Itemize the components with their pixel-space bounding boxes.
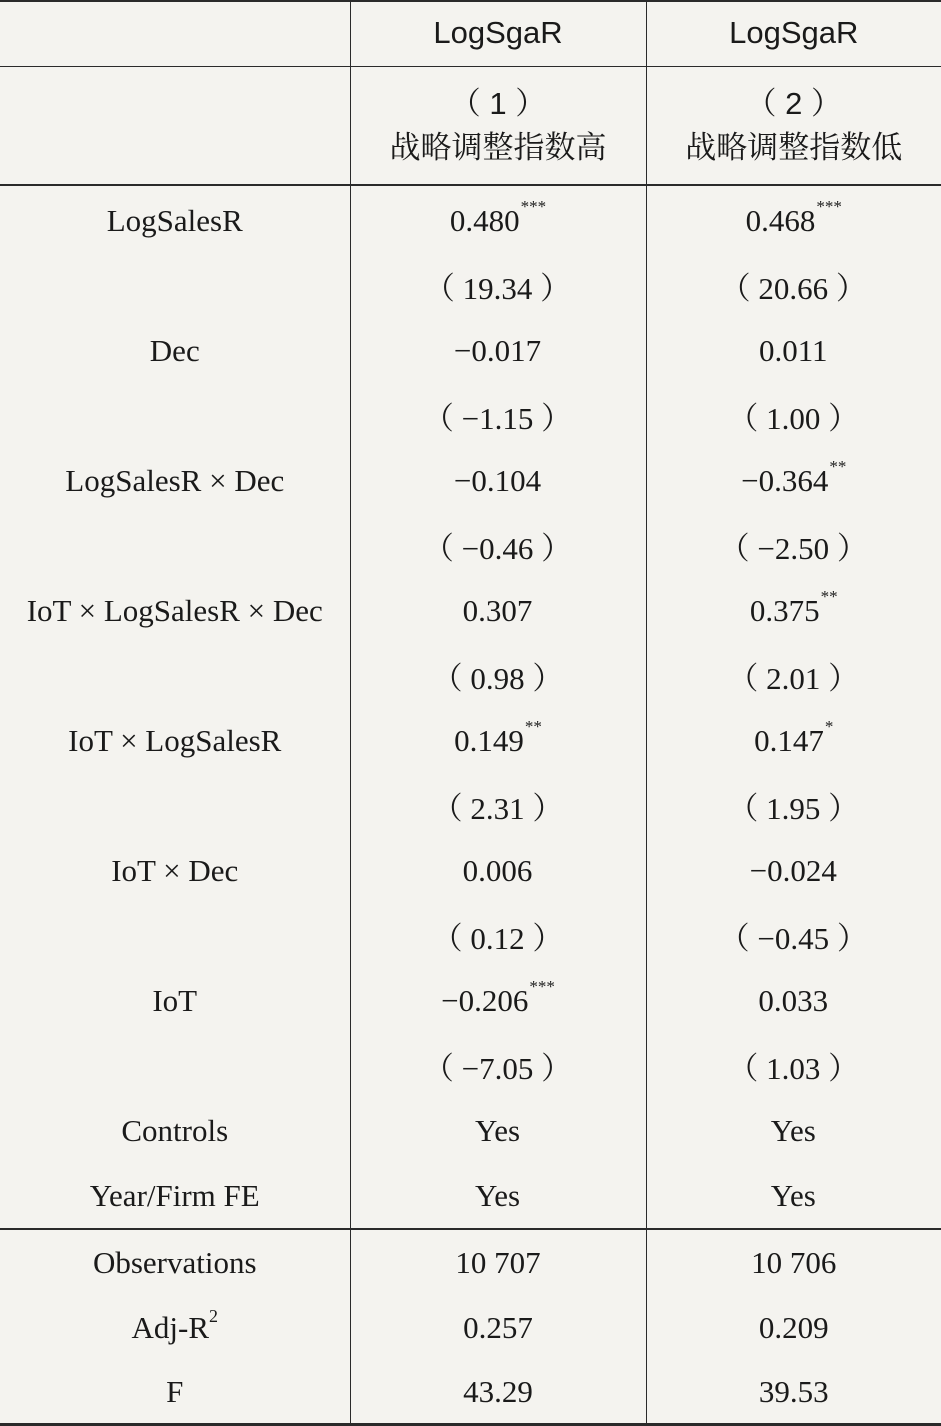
row-label-value: IoT × LogSalesR [68,723,281,758]
cell-col-1 [350,968,646,1033]
cell-col-2 [646,1163,941,1229]
row-label-value: IoT [152,983,197,1018]
table-row [0,968,941,1033]
column-number-1: （ 1 ） [351,82,646,126]
header-corner [0,0,350,67]
cell-col-2 [646,578,941,643]
significance-stars: *** [521,197,547,216]
row-label-value: Dec [150,333,200,368]
row-label-value: Controls [121,1113,228,1148]
cell-col-1 [350,1033,646,1098]
cell-col-1-value: Yes [475,1113,520,1148]
row-label [0,773,350,838]
cell-col-1-value: 0.307 [463,593,533,628]
cell-col-2 [646,1098,941,1163]
cell-col-1 [350,383,646,448]
cell-col-2 [646,383,941,448]
cell-col-1 [350,578,646,643]
cell-col-1-value: （ 19.34 ） [424,271,571,306]
stat-col-1 [350,1295,646,1360]
table-row [0,903,941,968]
cell-col-2-value: （ 1.95 ） [727,791,859,826]
cell-col-1 [350,1163,646,1229]
column-number-2: （ 2 ） [647,82,941,126]
column-label-2: 战略调整指数低 [647,126,941,170]
cell-col-2 [646,838,941,903]
cell-col-1-value: −0.017 [454,333,541,368]
table-row [0,318,941,383]
cell-col-1 [350,513,646,578]
stats-row [0,1229,941,1295]
cell-col-1-value: （ −0.46 ） [423,531,572,566]
header-row-columns [0,67,941,186]
cell-col-1-value: −0.206 [441,983,528,1018]
table-row [0,185,941,253]
row-label [0,383,350,448]
stat-label-value: Observations [93,1245,257,1280]
cell-col-1-value: 0.149 [454,723,524,758]
table-row [0,838,941,903]
cell-col-2-value: （ 20.66 ） [720,271,867,306]
significance-stars: * [825,717,834,736]
stat-label [0,1360,350,1425]
column-label-1: 战略调整指数高 [351,126,646,170]
cell-col-2-value: 0.033 [758,983,828,1018]
stats-row [0,1360,941,1425]
cell-col-2-value: 0.147 [754,723,824,758]
cell-col-1 [350,1098,646,1163]
row-label [0,185,350,253]
dep-var-col-1: LogSgaR [350,0,646,67]
cell-col-2-value: （ 2.01 ） [727,661,859,696]
dep-var-col-2: LogSgaR [646,0,941,67]
cell-col-2 [646,513,941,578]
significance-stars: ** [821,587,838,606]
row-label [0,708,350,773]
cell-col-2-value: −0.364 [741,463,828,498]
cell-col-2 [646,1033,941,1098]
row-label [0,448,350,513]
stat-col-2 [646,1295,941,1360]
stat-col-1-value: 10 707 [455,1245,540,1280]
stat-col-2 [646,1229,941,1295]
cell-col-1-value: Yes [475,1178,520,1213]
stat-col-1-value: 0.257 [463,1310,533,1345]
table-row [0,708,941,773]
stat-col-2 [646,1360,941,1425]
table-row [0,643,941,708]
table-row [0,1033,941,1098]
row-label [0,838,350,903]
cell-col-2-value: 0.468 [746,203,816,238]
row-label-value: IoT × LogSalesR × Dec [27,593,323,628]
cell-col-1-value: （ 0.12 ） [432,921,564,956]
cell-col-1-value: （ −7.05 ） [423,1051,572,1086]
cell-col-2 [646,773,941,838]
header-row-dependent-variable [0,0,941,67]
stat-label [0,1295,350,1360]
cell-col-1-value: 0.480 [450,203,520,238]
row-label-value: Year/Firm FE [90,1178,260,1213]
table-row [0,513,941,578]
row-label [0,1098,350,1163]
row-label [0,643,350,708]
row-label-value: LogSalesR [107,203,243,238]
significance-stars: *** [529,977,555,996]
cell-col-2-value: （ 1.03 ） [727,1051,859,1086]
cell-col-1-value: （ 0.98 ） [432,661,564,696]
row-label-value: LogSalesR × Dec [65,463,284,498]
cell-col-1 [350,448,646,513]
cell-col-1 [350,318,646,383]
cell-col-1-value: −0.104 [454,463,541,498]
cell-col-2 [646,903,941,968]
table-row [0,383,941,448]
cell-col-1-value: （ −1.15 ） [423,401,572,436]
cell-col-2-value: Yes [771,1178,816,1213]
stat-label-value: F [166,1374,183,1409]
stat-col-1 [350,1360,646,1425]
cell-col-2 [646,708,941,773]
cell-col-2-value: −0.024 [750,853,837,888]
stat-col-2-value: 0.209 [759,1310,829,1345]
stat-col-1-value: 43.29 [463,1374,533,1409]
row-label [0,903,350,968]
row-label-value: IoT × Dec [111,853,238,888]
cell-col-2 [646,253,941,318]
column-header-1 [350,67,646,186]
row-label [0,1033,350,1098]
cell-col-1 [350,253,646,318]
cell-col-2 [646,968,941,1033]
cell-col-1 [350,903,646,968]
cell-col-2 [646,448,941,513]
table-row [0,448,941,513]
row-label [0,578,350,643]
stats-row [0,1295,941,1360]
cell-col-2-value: （ −0.45 ） [719,921,868,956]
cell-col-1 [350,643,646,708]
cell-col-2 [646,318,941,383]
cell-col-2-value: 0.011 [759,333,828,368]
cell-col-1 [350,708,646,773]
cell-col-2-value: （ 1.00 ） [727,401,859,436]
row-label [0,318,350,383]
column-header-2 [646,67,941,186]
cell-col-2-value: Yes [771,1113,816,1148]
stat-col-2-value: 10 706 [751,1245,836,1280]
cell-col-2-value: （ −2.50 ） [719,531,868,566]
stat-label-value: Adj-R [132,1310,210,1345]
cell-col-2 [646,185,941,253]
cell-col-1 [350,838,646,903]
stat-label-superscript: 2 [209,1306,218,1326]
cell-col-1-value: （ 2.31 ） [432,791,564,826]
stat-col-1 [350,1229,646,1295]
table-row [0,773,941,838]
table-row [0,578,941,643]
stat-col-2-value: 39.53 [759,1374,829,1409]
row-label [0,513,350,578]
row-label [0,1163,350,1229]
table-row [0,253,941,318]
significance-stars: ** [525,717,542,736]
significance-stars: ** [829,457,846,476]
cell-col-2 [646,643,941,708]
cell-col-1-value: 0.006 [463,853,533,888]
cell-col-2-value: 0.375 [750,593,820,628]
table-row [0,1098,941,1163]
header-corner-2 [0,67,350,186]
table-row [0,1163,941,1229]
stat-label [0,1229,350,1295]
row-label [0,968,350,1033]
cell-col-1 [350,185,646,253]
significance-stars: *** [816,197,842,216]
row-label [0,253,350,318]
cell-col-1 [350,773,646,838]
